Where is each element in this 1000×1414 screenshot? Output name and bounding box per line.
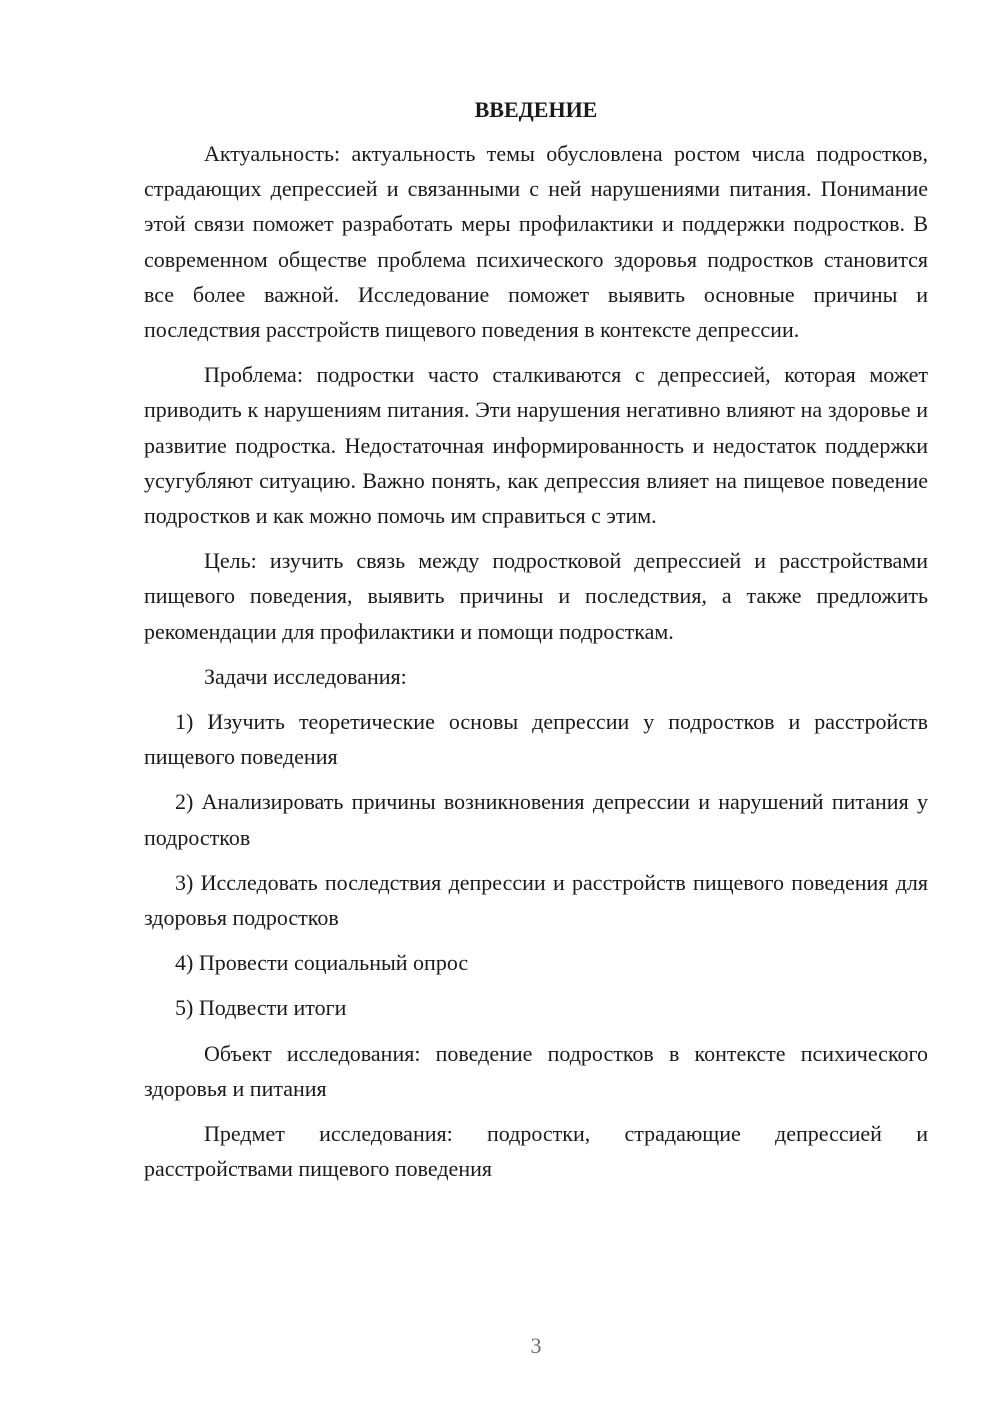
relevance-paragraph: Актуальность: актуальность темы обусловлена ростом числа подростков, страдающих депрессией и связанными с ней нарушениями питания. Понимание этой связи поможет разработать меры профилактики и поддержки подростков. В современном обществе проблема психического здоровья подростков становится все более важной. Исследование поможет выявить основные причины и последствия расстройств пищевого поведения в контексте депрессии. [144, 141, 928, 343]
task-item-5: 5) Подвести итоги [175, 995, 347, 1021]
tasks-list [144, 704, 928, 1026]
subject-paragraph: Предмет исследования: подростки, страдающие депрессией и расстройствами пищевого поведения [144, 1121, 928, 1182]
page-title: ВВЕДЕНИЕ [474, 97, 598, 122]
task-item-2: 2) Анализировать причины возникновения депрессии и нарушений питания у подростков [144, 789, 928, 850]
task-item-4: 4) Провести социальный опрос [175, 950, 469, 976]
tasks-heading: Задачи исследования: [204, 663, 407, 689]
document-page [144, 92, 928, 1196]
object-paragraph: Объект исследования: поведение подростков в контексте психического здоровья и питания [144, 1040, 928, 1101]
task-item-1: 1) Изучить теоретические основы депрессии у подростков и расстройств пищевого поведения [144, 709, 928, 770]
goal-paragraph: Цель: изучить связь между подростковой депрессией и расстройствами пищевого поведения, выявить причины и последствия, а также предложить рекомендации для профилактики и помощи подросткам. [144, 548, 928, 644]
task-item-3: 3) Исследовать последствия депрессии и расстройств пищевого поведения для здоровья подростков [144, 869, 928, 931]
problem-paragraph: Проблема: подростки часто сталкиваются с депрессией, которая может приводить к нарушениям питания. Эти нарушения негативно влияют на здоровье и развитие подростка. Недостаточная информированность и недостаток поддержки усугубляют ситуацию. Важно понять, как депрессия влияет на пищевое поведение подростков и как можно помочь им справиться с этим. [144, 362, 928, 529]
page-number: 3 [530, 1333, 542, 1358]
